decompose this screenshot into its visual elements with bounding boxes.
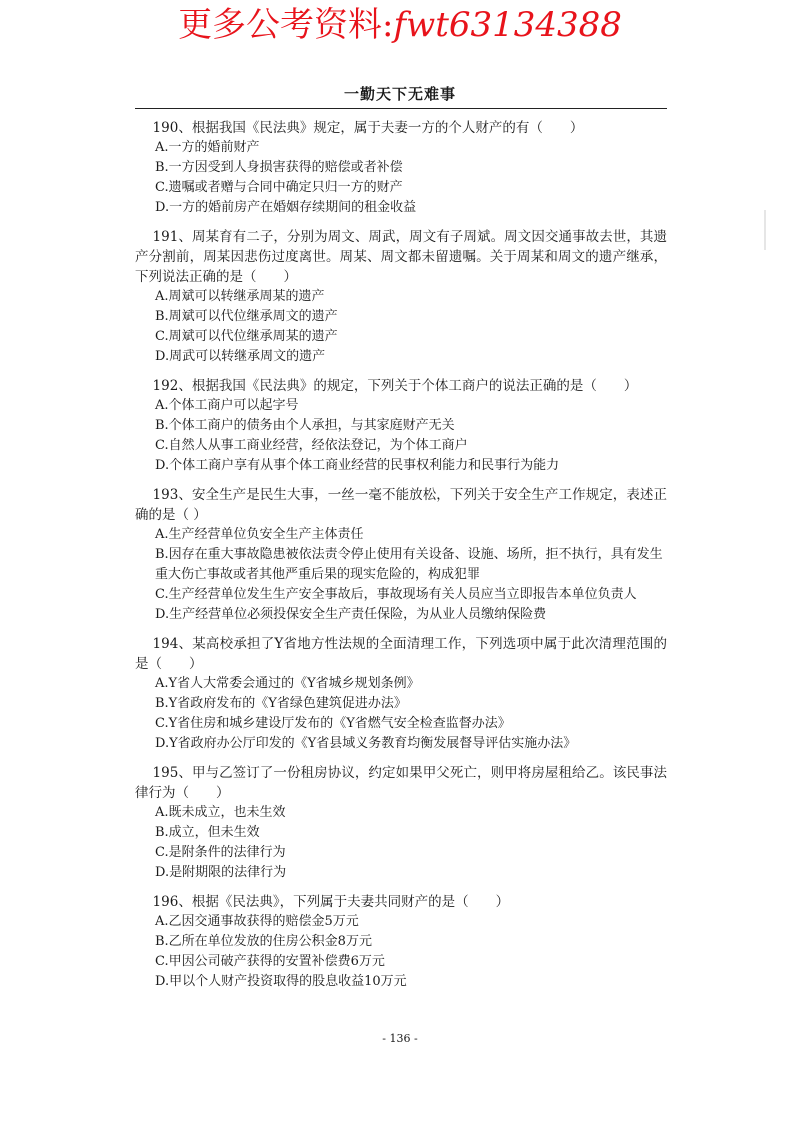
question-stem: 196、根据《民法典》，下列属于夫妻共同财产的是（ ） [152, 894, 510, 910]
option-a: A.个体工商户可以起字号 [155, 398, 299, 413]
option-b: B.一方因受到人身损害获得的赔偿或者补偿 [155, 160, 403, 175]
option-d: D.个体工商户享有从事个体工商业经营的民事权利能力和民事行为能力 [155, 458, 560, 473]
question-stem: 191、周某育有二子，分别为周文、周武，周文有子周斌。周文因交通事故去世，其遗产分割前，周某因悲伤过度离世。周某、周文都未留遗嘱。关于周某和周文的遗产继承，下列说法正确的是（ ） [135, 229, 667, 285]
question-196 [135, 892, 667, 992]
watermark-banner [0, 4, 800, 46]
option-b: B.乙所在单位发放的住房公积金8万元 [155, 934, 372, 949]
question-stem: 190、根据我国《民法典》规定，属于夫妻一方的个人财产的有（ ） [152, 120, 584, 136]
option-c: C.Y省住房和城乡建设厅发布的《Y省燃气安全检查监督办法》 [155, 716, 511, 731]
option-c: C.是附条件的法律行为 [155, 845, 286, 860]
option-d: D.Y省政府办公厅印发的《Y省县域义务教育均衡发展督导评估实施办法》 [155, 736, 577, 751]
question-192 [135, 376, 667, 476]
option-c: C.周斌可以代位继承周某的遗产 [155, 329, 338, 344]
option-d: D.甲以个人财产投资取得的股息收益10万元 [155, 974, 407, 989]
option-c: C.自然人从事工商业经营，经依法登记，为个体工商户 [155, 438, 468, 453]
question-190 [135, 118, 667, 218]
option-a: A.Y省人大常委会通过的《Y省城乡规划条例》 [155, 676, 420, 691]
page-number: - 136 - [382, 1032, 418, 1045]
option-b: B.Y省政府发布的《Y省绿色建筑促进办法》 [155, 696, 407, 711]
header-rule [135, 108, 667, 109]
option-a: A.既未成立，也未生效 [155, 805, 286, 820]
option-d: D.一方的婚前房产在婚姻存续期间的租金收益 [155, 200, 417, 215]
question-stem: 194、某高校承担了Y省地方性法规的全面清理工作，下列选项中属于此次清理范围的是（ ） [135, 636, 667, 672]
watermark-prefix: 更多公考资料: [178, 5, 394, 45]
page-motto: 一勤天下无难事 [343, 85, 456, 103]
question-list [135, 118, 667, 1001]
question-stem: 192、根据我国《民法典》的规定，下列关于个体工商户的说法正确的是（ ） [152, 378, 638, 394]
option-d: D.周武可以转继承周文的遗产 [155, 349, 326, 364]
option-a: A.周斌可以转继承周某的遗产 [155, 289, 325, 304]
question-195 [135, 763, 667, 883]
question-193 [135, 485, 667, 625]
question-stem: 193、安全生产是民生大事，一丝一毫不能放松，下列关于安全生产工作规定，表述正确的是（ ） [135, 487, 667, 523]
question-191 [135, 227, 667, 367]
option-b: B.周斌可以代位继承周文的遗产 [155, 309, 338, 324]
scan-edge-mark [764, 210, 766, 250]
option-c: C.生产经营单位发生生产安全事故后，事故现场有关人员应当立即报告本单位负责人 [155, 587, 637, 602]
option-a: A.生产经营单位负安全生产主体责任 [155, 527, 364, 542]
option-a: A.一方的婚前财产 [155, 140, 260, 155]
option-b: B.成立，但未生效 [155, 825, 260, 840]
option-c: C.遗嘱或者赠与合同中确定只归一方的财产 [155, 180, 403, 195]
option-b: B.因存在重大事故隐患被依法责令停止使用有关设备、设施、场所，拒不执行，具有发生重大伤亡事故或者其他严重后果的现实危险的，构成犯罪 [155, 547, 663, 582]
watermark-id: fwt63134388 [393, 5, 622, 45]
option-d: D.是附期限的法律行为 [155, 865, 287, 880]
option-d: D.生产经营单位必须投保安全生产责任保险，为从业人员缴纳保险费 [155, 607, 547, 622]
question-194 [135, 634, 667, 754]
option-c: C.甲因公司破产获得的安置补偿费6万元 [155, 954, 385, 969]
option-a: A.乙因交通事故获得的赔偿金5万元 [155, 914, 359, 929]
option-b: B.个体工商户的债务由个人承担，与其家庭财产无关 [155, 418, 455, 433]
question-stem: 195、甲与乙签订了一份租房协议，约定如果甲父死亡，则甲将房屋租给乙。该民事法律行为（ ） [135, 765, 667, 801]
